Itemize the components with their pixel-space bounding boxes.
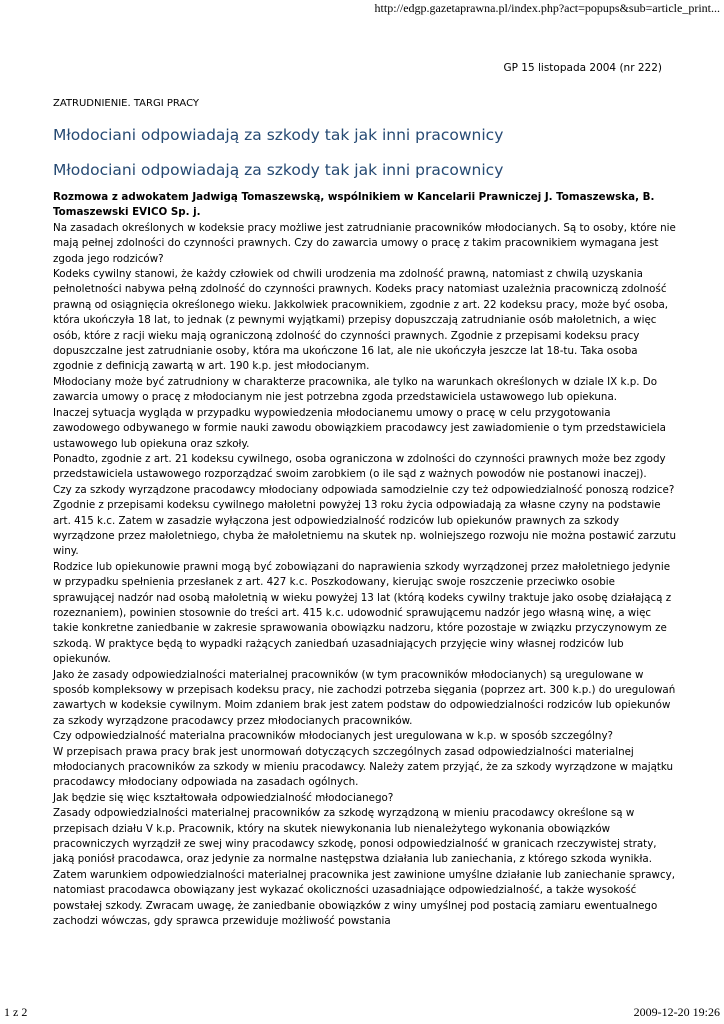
paragraph-6: Czy za szkody wyrządzone pracodawcy młodociany odpowiada samodzielnie czy też odpowiedzialność ponoszą rodzice? <box>53 483 675 496</box>
paragraph-8: Rodzice lub opiekunowie prawni mogą być zobowiązani do naprawienia szkody wyrządzonej przez małoletniego jedynie w przypadku spełnienia przesłanek z art. 427 k.c. Poszkodowany, kierując swoje roszczenie przeciwko osobie sprawującej nadzór nad osobą małoletnią w wieku powyżej 13 lat (którą kodeks cywilny traktuje jako osobę działającą z rozeznaniem), powinien stosownie do treści art. 415 k.c. udowodnić sprawującemu nadzór jego własną winę, a więc takie konkretne zaniedbanie w zakresie sprawowania obowiązku nadzoru, które pozostaje w związku przyczynowym ze szkodą. W praktyce będą to wypadki rażących zaniedbań uzasadniających przyjęcie winy własnej rodziców lub opiekunów. <box>53 560 672 666</box>
paragraph-10: Czy odpowiedzialność materialna pracowników młodocianych jest uregulowana w k.p. w sposób szczególny? <box>53 730 614 743</box>
paragraph-12: Jak będzie się więc kształtowała odpowiedzialność młodocianego? <box>53 791 394 804</box>
article-lead: Rozmowa z adwokatem Jadwigą Tomaszewską, wspólnikiem w Kancelarii Prawniczej J. Tomaszewska, B. Tomaszewski EVICO Sp. j. <box>53 191 655 219</box>
paragraph-3: Młodociany może być zatrudniony w charakterze pracownika, ale tylko na warunkach określonych w dziale IX k.p. Do zawarcia umowy o pracę z młodocianym nie jest potrzebna zgoda przedstawiciela ustawowego lub opiekuna. <box>53 375 658 404</box>
issue-info: GP 15 listopada 2004 (nr 222) <box>503 62 662 74</box>
paragraph-5: Ponadto, zgodnie z art. 21 kodeksu cywilnego, osoba ograniczona w zdolności do czynności prawnych może bez zgody przedstawiciela ustawowego rozporządzać swoim zarobkiem (o ile sąd z ważnych powodów nie postanowi inaczej). <box>53 452 666 481</box>
paragraph-7: Zgodnie z przepisami kodeksu cywilnego małoletni powyżej 13 roku życia odpowiadają za własne czyny na podstawie art. 415 k.c. Zatem w zasadzie wyłączona jest odpowiedzialność rodziców lub opiekunów prawnych za szkody wyrządzone przez małoletniego, chyba że małoletniemu na skutek np. wolniejszego rozwoju nie można postawić zarzutu winy. <box>53 499 677 558</box>
article-subtitle: Młodociani odpowiadają za szkody tak jak inni pracownicy <box>53 161 504 179</box>
paragraph-1: Na zasadach określonych w kodeksie pracy możliwe jest zatrudnianie pracowników młodocianych. Są to osoby, które nie mają pełnej zdolności do czynności prawnych. Czy do zawarcia umowy o pracę z takim pracownikiem wymagana jest zgoda jego rodziców? <box>53 221 676 265</box>
section-label: ZATRUDNIENIE. TARGI PRACY <box>53 98 199 109</box>
paragraph-9: Jako że zasady odpowiedzialności materialnej pracowników (w tym pracowników młodocianych) są uregulowane w sposób kompleksowy w przepisach kodeksu pracy, nie zachodzi potrzeba sięgania (poprzez art. 300 k.p.) do uregulowań zawartych w kodeksie cywilnym. Moim zdaniem brak jest zatem podstaw do odpowiedzialności rodziców lub opiekunów za szkody wyrządzone pracodawcy przez młodocianych pracowników. <box>53 668 676 727</box>
article-title: Młodociani odpowiadają za szkody tak jak inni pracownicy <box>53 126 504 144</box>
print-header-url: http://edgp.gazetaprawna.pl/index.php?act=popups&sub=article_print... <box>374 1 720 15</box>
article-body <box>53 190 679 930</box>
paragraph-13: Zasady odpowiedzialności materialnej pracowników za szkodę wyrządzoną w mieniu pracodawcy określone są w przepisach działu V k.p. Pracownik, który na skutek niewykonania lub nienależytego wykonania obowiązków pracowniczych wyrządził ze swej winy pracodawcy szkodę, ponosi odpowiedzialność w granicach rzeczywistej straty, jaką poniósł pracodawca, oraz jedynie za normalne następstwa działania lub zaniechania, z którego szkoda wynikła. Zatem warunkiem odpowiedzialności materialnej pracownika jest zawinione umyślne działanie lub zaniechanie sprawcy, natomiast pracodawca obowiązany jest wykazać okoliczności uzasadniające odpowiedzialność, a także wysokość powstałej szkody. Zwracam uwagę, że zaniedbanie obowiązków z winy umyślnej pod postacią zamiaru ewentualnego zachodzi wówczas, gdy sprawca przewiduje możliwość powstania <box>53 807 676 928</box>
paragraph-2: Kodeks cywilny stanowi, że każdy człowiek od chwili urodzenia ma zdolność prawną, natomiast z chwilą uzyskania pełnoletności nabywa pełną zdolność do czynności prawnych. Kodeks pracy natomiast uzależnia pracowniczą zdolność prawną od osiągnięcia określonego wieku. Jakkolwiek pracownikiem, zgodnie z art. 22 kodeksu pracy, może być osoba, która ukończyła 18 lat, to jednak (z pewnymi wyjątkami) przepisy dopuszczają zatrudnianie osób małoletnich, a więc osób, które z racji wieku mają ograniczoną zdolność do czynności prawnych. Zgodnie z przepisami kodeksu pracy dopuszczalne jest zatrudnianie osoby, która ma ukończone 16 lat, ale nie ukończyła jeszcze lat 18-tu. Taka osoba zgodnie z definicją zawartą w art. 190 k.p. jest młodocianym. <box>53 268 669 373</box>
print-footer-page: 1 z 2 <box>4 1005 28 1019</box>
paragraph-4: Inaczej sytuacja wygląda w przypadku wypowiedzenia młodocianemu umowy o pracę w celu przygotowania zawodowego odbywanego w formie nauki zawodu obowiązkiem pracodawcy jest zawiadomienie o tym przedstawiciela ustawowego lub opiekuna oraz szkoły. <box>53 406 666 450</box>
paragraph-11: W przepisach prawa pracy brak jest unormowań dotyczących szczególnych zasad odpowiedzialności materialnej młodocianych pracowników za szkody w mieniu pracodawcy. Należy zatem przyjąć, że za szkody wyrządzone w majątku pracodawcy młodociany odpowiada na zasadach ogólnych. <box>53 745 674 789</box>
print-footer-date: 2009-12-20 19:26 <box>633 1005 720 1019</box>
